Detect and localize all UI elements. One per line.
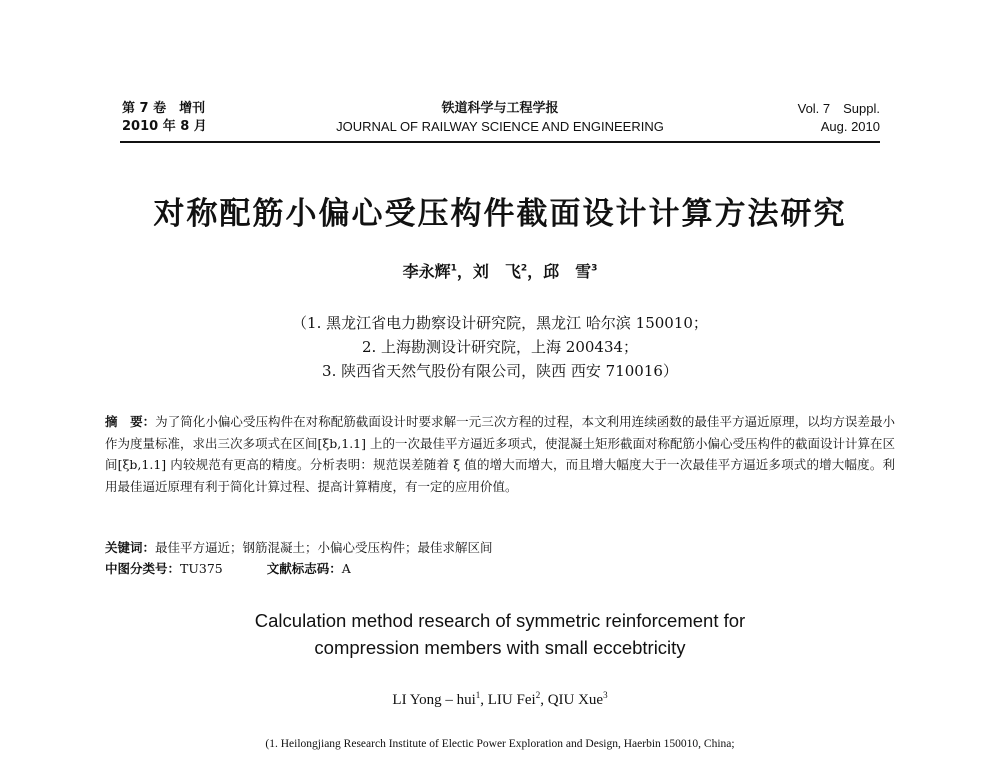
- title-en-line: Calculation method research of symmetric reinforcement for: [254, 610, 746, 631]
- author-sup-en: 2: [535, 690, 541, 700]
- header-rule: [120, 141, 880, 143]
- doc-code-label: 文献标志码：: [266, 561, 342, 576]
- header-left: [122, 100, 207, 136]
- date-en: Aug. 2010: [820, 119, 880, 134]
- author-sup: 1: [450, 263, 457, 274]
- author-sup-en: 1: [475, 690, 481, 700]
- author-name: 李永辉: [402, 262, 451, 281]
- affiliations-cn: [200, 311, 800, 383]
- keywords: [105, 538, 895, 558]
- keywords-text: 最佳平方逼近；钢筋混凝土；小偏心受压构件；最佳求解区间: [155, 540, 493, 555]
- author-name: 邱 雪: [543, 262, 592, 281]
- paper-title: 对称配筋小偏心受压构件截面设计计算方法研究: [153, 196, 847, 232]
- header-center: [300, 100, 700, 136]
- clc-value: TU375: [180, 561, 223, 576]
- header-right: [798, 100, 880, 136]
- journal-name-en: JOURNAL OF RAILWAY SCIENCE AND ENGINEERING: [336, 119, 664, 134]
- doc-code-value: A: [341, 561, 351, 576]
- affiliation-line: 2. 上海勘测设计研究院，上海 200434；: [361, 338, 639, 356]
- paper-title-en: [150, 607, 850, 661]
- author-sup: 2: [520, 263, 528, 274]
- author-name-en: QIU Xue: [547, 692, 604, 708]
- volume-cn: 第 7 卷 增刊: [122, 101, 206, 116]
- classification: [105, 559, 895, 579]
- abstract-text: 为了简化小偏心受压构件在对称配筋截面设计时要求解一元三次方程的过程，本文利用连续函数的最佳平方逼近原理，以均方误差最小作为度量标准，求出三次多项式在区间[ξb,1.1] 上的一次最佳平方逼近多项式，使混凝土矩形截面对称配筋小偏心受压构件的截面设计计算在区间[ξb,1.1] 内较规范有更高的精度。分析表明：规范误差随着 ξ 值的增大而增大，而且增大幅度大于一次最佳平方逼近多项式的增大幅度。利用最佳逼近原理有利于简化计算过程、提高计算精度，有一定的应用价值。: [105, 414, 895, 494]
- clc-label: 中图分类号：: [105, 561, 181, 576]
- author-sup: 3: [591, 263, 598, 274]
- affiliation-line: 3. 陕西省天然气股份有限公司，陕西 西安 710016）: [322, 362, 678, 380]
- author-sup-en: 3: [603, 690, 608, 700]
- keywords-label: 关键词：: [105, 540, 156, 555]
- abstract: [105, 411, 895, 497]
- authors-en: LI Yong – hui$^1$, LIU Fei$^2$, QIU Xue$^3$: [392, 690, 608, 708]
- authors-cn: 李永辉$^1$，刘 飞$^2$，邱 雪$^3$: [402, 262, 598, 281]
- abstract-label: 摘 要：: [105, 414, 156, 429]
- author-name: 刘 飞: [472, 262, 521, 281]
- title-en-line: compression members with small eccebtricity: [314, 637, 686, 658]
- affiliation-line: （1. 黑龙江省电力勘察设计研究院，黑龙江 哈尔滨 150010；: [292, 314, 708, 332]
- author-name-en: LIU Fei: [487, 692, 536, 708]
- volume-en: Vol. 7 Suppl.: [797, 101, 880, 116]
- date-cn: 2010 年 8 月: [122, 119, 207, 134]
- author-name-en: LI Yong – hui: [392, 692, 476, 708]
- journal-name-cn: 铁道科学与工程学报: [441, 101, 559, 116]
- affiliation-en: (1. Heilongjiang Research Institute of Electic Power Exploration and Design, Haerbin 150010, China;: [265, 738, 735, 750]
